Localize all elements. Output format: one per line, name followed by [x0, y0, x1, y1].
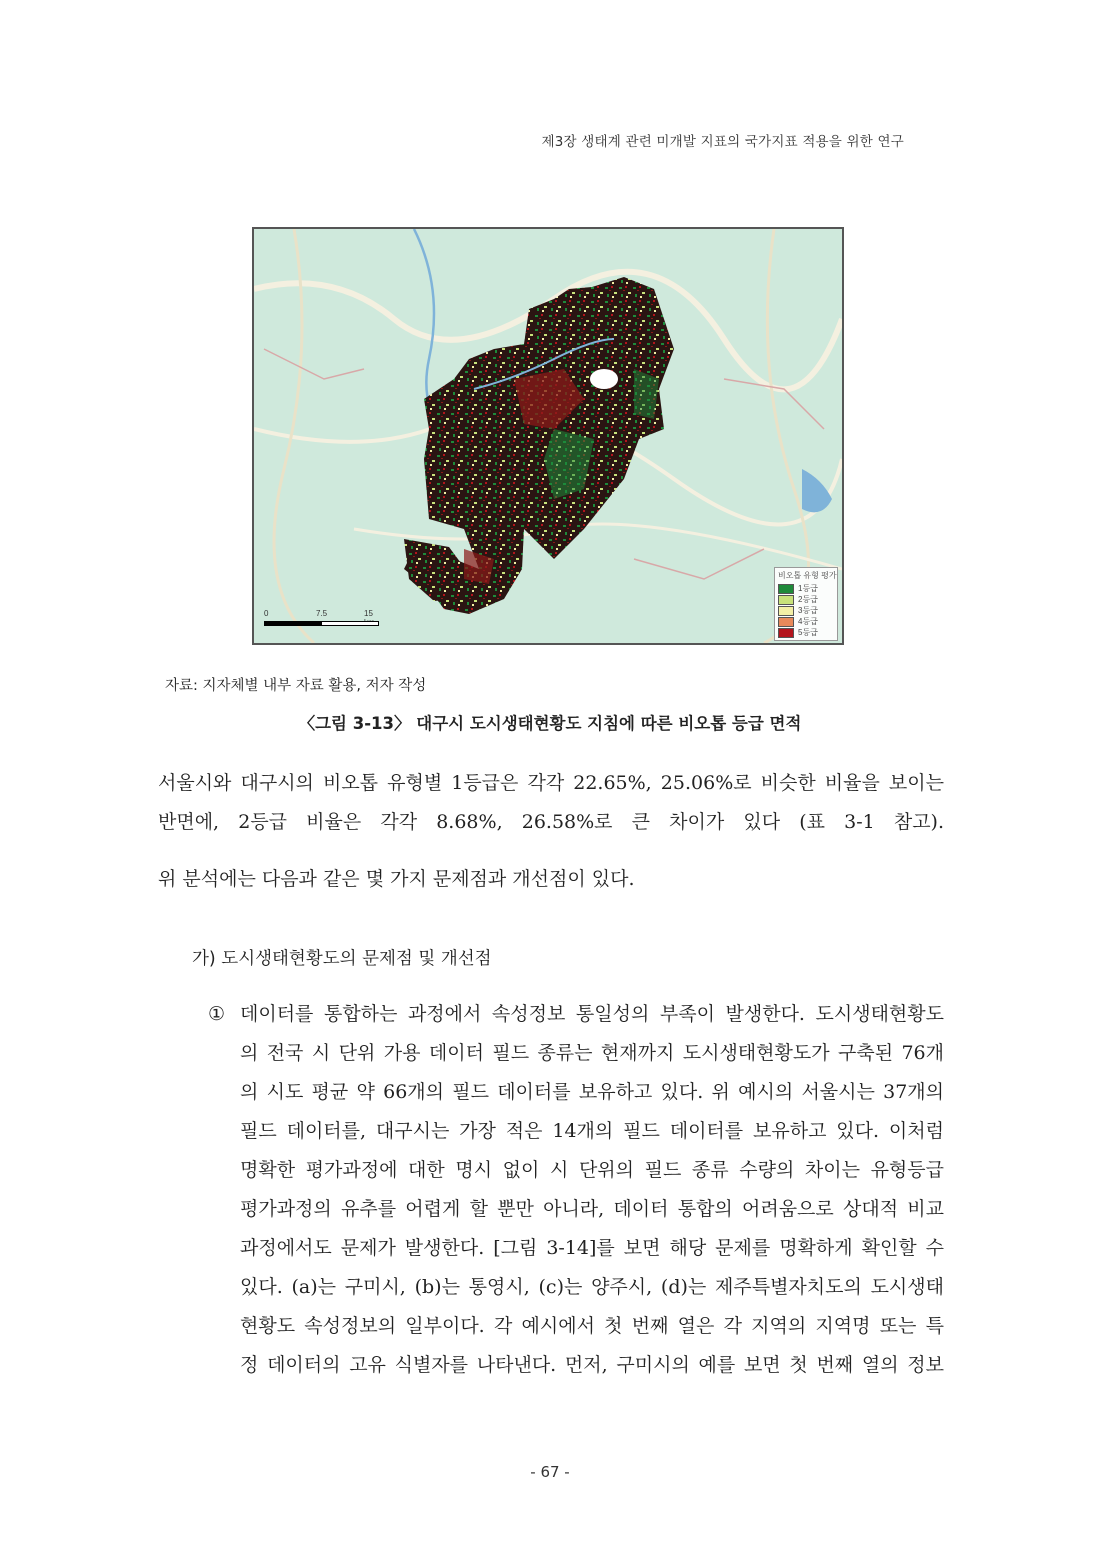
legend-item	[778, 583, 834, 594]
legend-item	[778, 605, 834, 616]
scale-label-end: 15	[364, 609, 373, 618]
legend-label: 3등급	[798, 606, 818, 615]
legend-title: 비오톱 유형 평가	[778, 571, 837, 580]
legend-label: 1등급	[798, 584, 818, 593]
item-line: 있다. (a)는 구미시, (b)는 통영시, (c)는 양주시, (d)는 제주특별자치도의 도시생태	[240, 1276, 944, 1298]
item-line: 과정에서도 문제가 발생한다. [그림 3-14]를 보면 해당 문제를 명확하게 확인할 수	[240, 1237, 944, 1259]
legend-swatch	[778, 606, 794, 616]
map-image	[254, 229, 842, 643]
legend-swatch	[778, 584, 794, 594]
legend-item	[778, 627, 834, 638]
item-line: 평가과정의 유추를 어렵게 할 뿐만 아니라, 데이터 통합의 어려움으로 상대적 비교	[240, 1198, 944, 1220]
item-line: 의 시도 평균 약 66개의 필드 데이터를 보유하고 있다. 위 예시의 서울시는 37개의	[240, 1081, 944, 1103]
paragraph-line: 위 분석에는 다음과 같은 몇 가지 문제점과 개선점이 있다.	[158, 868, 635, 890]
map-legend	[774, 567, 838, 641]
item-line: 데이터를 통합하는 과정에서 속성정보 통일성의 부족이 발생한다. 도시생태현황도	[240, 1003, 944, 1025]
legend-swatch	[778, 595, 794, 605]
item-line: 현황도 속성정보의 일부이다. 각 예시에서 첫 번째 열은 각 지역의 지역명 또는 특	[240, 1315, 944, 1337]
paragraph-1	[158, 764, 944, 842]
legend-swatch	[778, 617, 794, 627]
figure-source-note: 자료: 지자체별 내부 자료 활용, 저자 작성	[165, 678, 427, 694]
scale-bar	[264, 609, 379, 633]
running-header: 제3장 생태계 관련 미개발 지표의 국가지표 적용을 위한 연구	[541, 134, 904, 150]
scale-label-0: 0	[264, 609, 269, 618]
legend-label: 2등급	[798, 595, 818, 604]
item-line: 필드 데이터를, 대구시는 가장 적은 14개의 필드 데이터를 보유하고 있다. 이처럼	[240, 1120, 944, 1142]
legend-swatch	[778, 628, 794, 638]
scale-bar-graphic	[264, 621, 379, 626]
section-subheading: 가) 도시생태현황도의 문제점 및 개선점	[192, 949, 492, 969]
item-line: 명확한 평가과정에 대한 명시 없이 시 단위의 필드 종류 수량의 차이는 유형등급	[240, 1159, 944, 1181]
scale-label-mid: 7.5	[316, 609, 328, 618]
page-number: - 67 -	[530, 1463, 570, 1481]
numbered-item-1	[208, 995, 944, 1385]
paragraph-2	[158, 860, 944, 899]
item-line: 의 전국 시 단위 가용 데이터 필드 종류는 현재까지 도시생태현황도가 구축된 76개	[240, 1042, 944, 1064]
item-marker: ①	[208, 1003, 226, 1025]
figure-caption: 〈그림 3-13〉 대구시 도시생태현황도 지침에 따른 비오톱 등급 면적	[298, 714, 802, 733]
item-line: 정 데이터의 고유 식별자를 나타낸다. 먼저, 구미시의 예를 보면 첫 번째 열의 정보	[240, 1354, 944, 1376]
biotope-grade-map	[252, 227, 844, 645]
paragraph-line: 서울시와 대구시의 비오톱 유형별 1등급은 각각 22.65%, 25.06%로 비슷한 비율을 보이는	[158, 772, 944, 794]
paragraph-line: 반면에, 2등급 비율은 각각 8.68%, 26.58%로 큰 차이가 있다 (표 3-1 참고).	[158, 811, 944, 833]
legend-item	[778, 594, 834, 605]
legend-item	[778, 616, 834, 627]
legend-label: 5등급	[798, 628, 818, 637]
legend-label: 4등급	[798, 617, 818, 626]
